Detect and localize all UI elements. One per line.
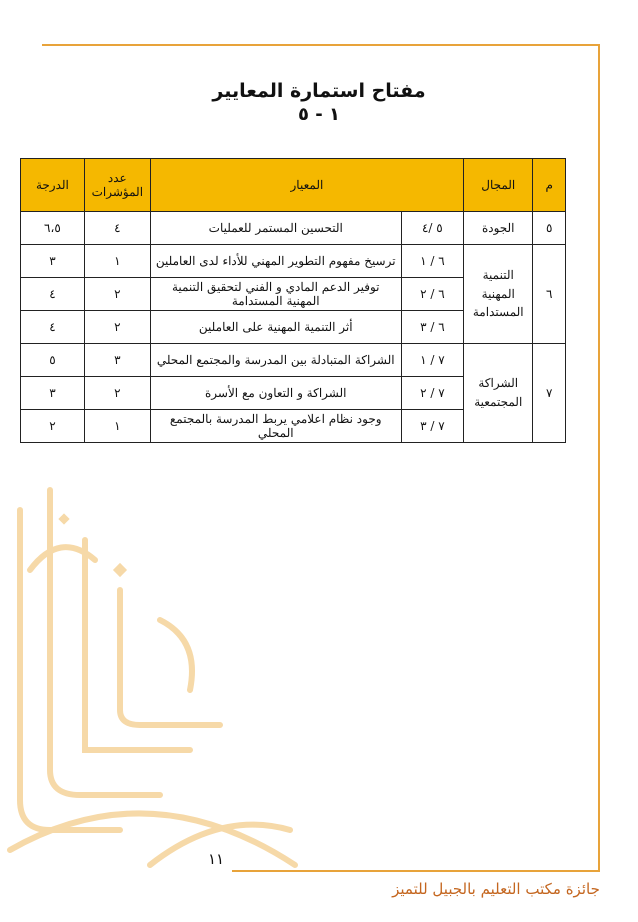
cell-criterion-text: أثر التنمية المهنية على العاملين [150, 311, 401, 344]
cell-m: ٥ [533, 212, 566, 245]
cell-area: التنمية المهنية المستدامة [464, 245, 533, 344]
cell-criterion-code: ٧ / ١ [401, 344, 463, 377]
frame-top-line [42, 44, 600, 46]
cell-criterion-code: ٦ / ١ [401, 245, 463, 278]
cell-criterion-code: ٦ / ٣ [401, 311, 463, 344]
header-degree: الدرجة [21, 159, 85, 212]
cell-criterion-code: ٧ / ٢ [401, 377, 463, 410]
table-row [21, 245, 566, 278]
decorative-calligraphy-graphic [0, 470, 300, 870]
footer-brand-logo-text: جائزة مكتب التعليم بالجبيل للتميز [392, 880, 600, 898]
cell-indicators: ٢ [84, 311, 150, 344]
cell-indicators: ١ [84, 245, 150, 278]
cell-m: ٧ [533, 344, 566, 443]
cell-criterion-code: ٥ /٤ [401, 212, 463, 245]
cell-degree: ٣ [21, 377, 85, 410]
table-header-row [21, 159, 566, 212]
cell-indicators: ٤ [84, 212, 150, 245]
header-criterion: المعيار [150, 159, 463, 212]
cell-m: ٦ [533, 245, 566, 344]
criteria-table-body [21, 212, 566, 443]
header-indicators-label: عدد المؤشرات [91, 171, 144, 199]
cell-area: الشراكة المجتمعية [464, 344, 533, 443]
table-row [21, 344, 566, 377]
table-row [21, 212, 566, 245]
cell-indicators: ٢ [84, 377, 150, 410]
header-area: المجال [464, 159, 533, 212]
cell-degree: ٤ [21, 311, 85, 344]
criteria-table [20, 158, 566, 443]
cell-criterion-text: الشراكة المتبادلة بين المدرسة والمجتمع المحلي [150, 344, 401, 377]
cell-degree: ٤ [21, 278, 85, 311]
cell-degree: ٢ [21, 410, 85, 443]
cell-criterion-code: ٦ / ٢ [401, 278, 463, 311]
cell-indicators: ٣ [84, 344, 150, 377]
cell-indicators: ١ [84, 410, 150, 443]
page-title: مفتاح استمارة المعايير [212, 80, 426, 102]
cell-criterion-text: وجود نظام اعلامي يربط المدرسة بالمجتمع المحلي [150, 410, 401, 443]
cell-criterion-text: التحسين المستمر للعمليات [150, 212, 401, 245]
cell-degree: ٦،٥ [21, 212, 85, 245]
cell-degree: ٣ [21, 245, 85, 278]
cell-area: الجودة [464, 212, 533, 245]
frame-bottom-line [232, 870, 600, 872]
header-indicators-count [84, 159, 150, 212]
cell-criterion-text: توفير الدعم المادي و الفني لتحقيق التنمية المهنية المستدامة [150, 278, 401, 311]
cell-criterion-text: الشراكة و التعاون مع الأسرة [150, 377, 401, 410]
cell-criterion-code: ٧ / ٣ [401, 410, 463, 443]
cell-indicators: ٢ [84, 278, 150, 311]
frame-right-line [598, 44, 600, 872]
cell-degree: ٥ [21, 344, 85, 377]
header-m: م [533, 159, 566, 212]
cell-criterion-text: ترسيخ مفهوم التطوير المهني للأداء لدى العاملين [150, 245, 401, 278]
page-number: ١١ [207, 850, 225, 868]
page-subtitle: ١ - ٥ [297, 104, 340, 125]
